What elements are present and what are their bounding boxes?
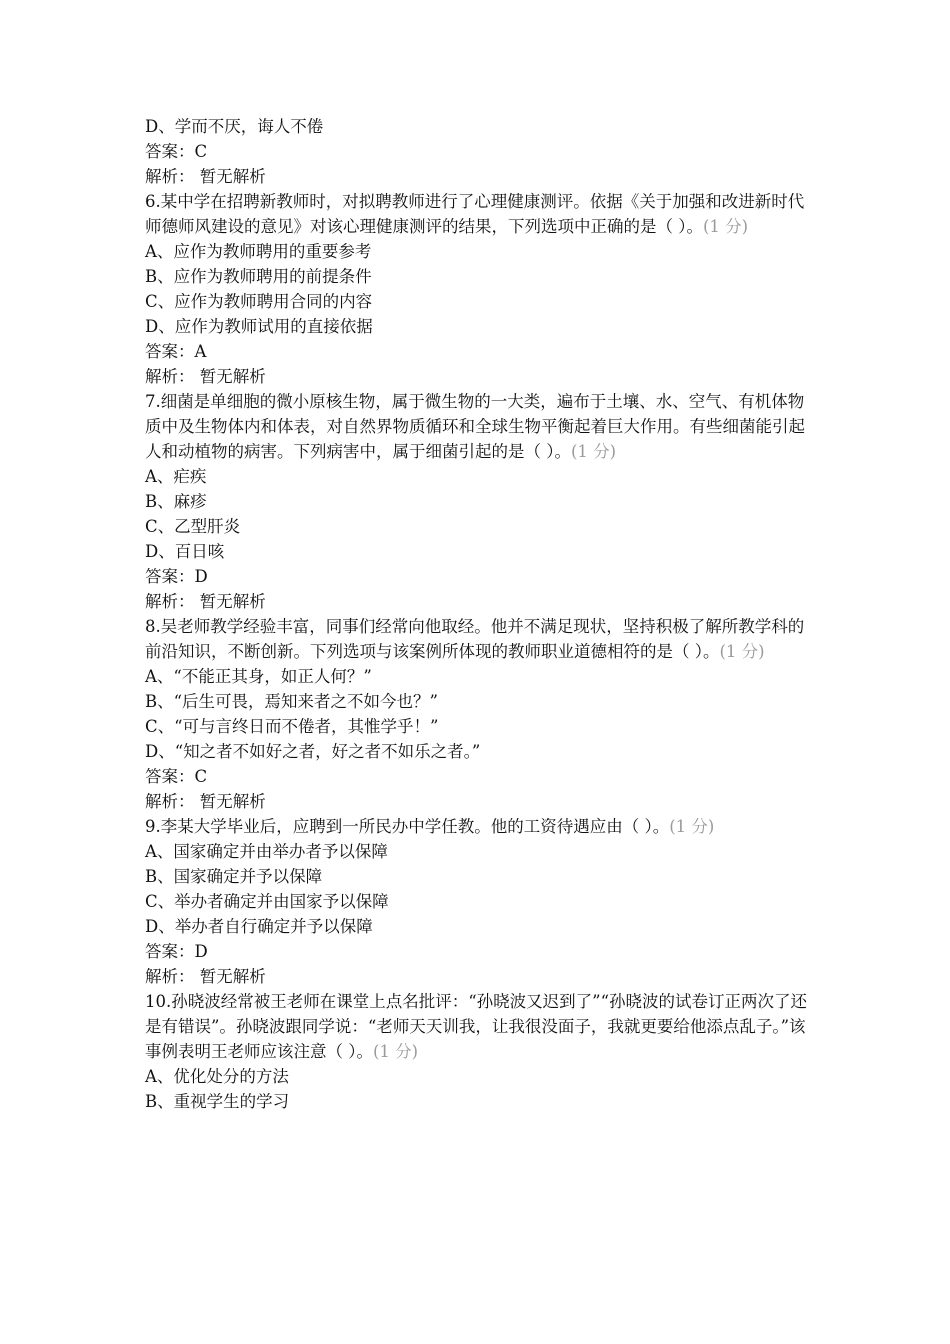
option-line: A、应作为教师聘用的重要参考 bbox=[145, 242, 372, 261]
option-line: B、国家确定并予以保障 bbox=[145, 867, 323, 886]
option-line: B、应作为教师聘用的前提条件 bbox=[145, 267, 372, 286]
stem-text: 6.某中学在招聘新教师时，对拟聘教师进行了心理健康测评。依据《关于加强和改进新时代师德师风建设的意见》对该心理健康测评的结果，下列选项中正确的是（ ）。 bbox=[145, 192, 805, 236]
option-line: B、麻疹 bbox=[145, 492, 207, 511]
question-stem bbox=[145, 989, 810, 1064]
option-line: C、“可与言终日而不倦者，其惟学乎！” bbox=[145, 717, 439, 736]
option-line: C、应作为教师聘用合同的内容 bbox=[145, 292, 373, 311]
option-line: D、百日咳 bbox=[145, 542, 225, 561]
analysis-line: 解析： 暂无解析 bbox=[145, 167, 266, 186]
option-line: D、学而不厌，诲人不倦 bbox=[145, 117, 324, 136]
score-label: (1 分) bbox=[571, 442, 617, 461]
option-line: C、乙型肝炎 bbox=[145, 517, 241, 536]
analysis-line: 解析： 暂无解析 bbox=[145, 592, 266, 611]
option-line: D、“知之者不如好之者，好之者不如乐之者。” bbox=[145, 742, 481, 761]
score-label: (1 分) bbox=[669, 817, 715, 836]
exam-document bbox=[145, 114, 810, 1114]
answer-line: 答案：D bbox=[145, 567, 208, 586]
score-label: (1 分) bbox=[719, 642, 765, 661]
stem-text: 7.细菌是单细胞的微小原核生物，属于微生物的一大类，遍布于土壤、水、空气、有机体物质中及生物体内和体表，对自然界物质循环和全球生物平衡起着巨大作用。有些细菌能引起人和动植物的病害。下列病害中，属于细菌引起的是（ ）。 bbox=[145, 392, 805, 461]
option-line: D、应作为教师试用的直接依据 bbox=[145, 317, 373, 336]
score-label: (1 分) bbox=[703, 217, 749, 236]
option-line: C、举办者确定并由国家予以保障 bbox=[145, 892, 389, 911]
question-stem bbox=[145, 189, 810, 239]
option-line: B、重视学生的学习 bbox=[145, 1092, 290, 1111]
question-stem bbox=[145, 814, 810, 839]
option-line: D、举办者自行确定并予以保障 bbox=[145, 917, 373, 936]
stem-text: 9.李某大学毕业后，应聘到一所民办中学任教。他的工资待遇应由（ ）。 bbox=[145, 817, 670, 836]
question-stem bbox=[145, 614, 810, 664]
question-stem bbox=[145, 389, 810, 464]
analysis-line: 解析： 暂无解析 bbox=[145, 792, 266, 811]
answer-line: 答案：D bbox=[145, 942, 208, 961]
analysis-line: 解析： 暂无解析 bbox=[145, 967, 266, 986]
option-line: B、“后生可畏，焉知来者之不如今也？” bbox=[145, 692, 438, 711]
answer-line: 答案：A bbox=[145, 342, 207, 361]
stem-text: 8.吴老师教学经验丰富，同事们经常向他取经。他并不满足现状，坚持积极了解所教学科的前沿知识，不断创新。下列选项与该案例所体现的教师职业道德相符的是（ ）。 bbox=[145, 617, 805, 661]
answer-line: 答案：C bbox=[145, 767, 208, 786]
option-line: A、疟疾 bbox=[145, 467, 207, 486]
analysis-line: 解析： 暂无解析 bbox=[145, 367, 266, 386]
option-line: A、优化处分的方法 bbox=[145, 1067, 289, 1086]
score-label: (1 分) bbox=[373, 1042, 419, 1061]
option-line: A、国家确定并由举办者予以保障 bbox=[145, 842, 388, 861]
option-line: A、“不能正其身，如正人何？” bbox=[145, 667, 372, 686]
answer-line: 答案：C bbox=[145, 142, 208, 161]
stem-text: 10.孙晓波经常被王老师在课堂上点名批评：“孙晓波又迟到了”“孙晓波的试卷订正两次了还是有错误”。孙晓波跟同学说：“老师天天训我，让我很没面子，我就更要给他添点乱子。”该事例表明王老师应该注意（ ）。 bbox=[145, 992, 808, 1061]
